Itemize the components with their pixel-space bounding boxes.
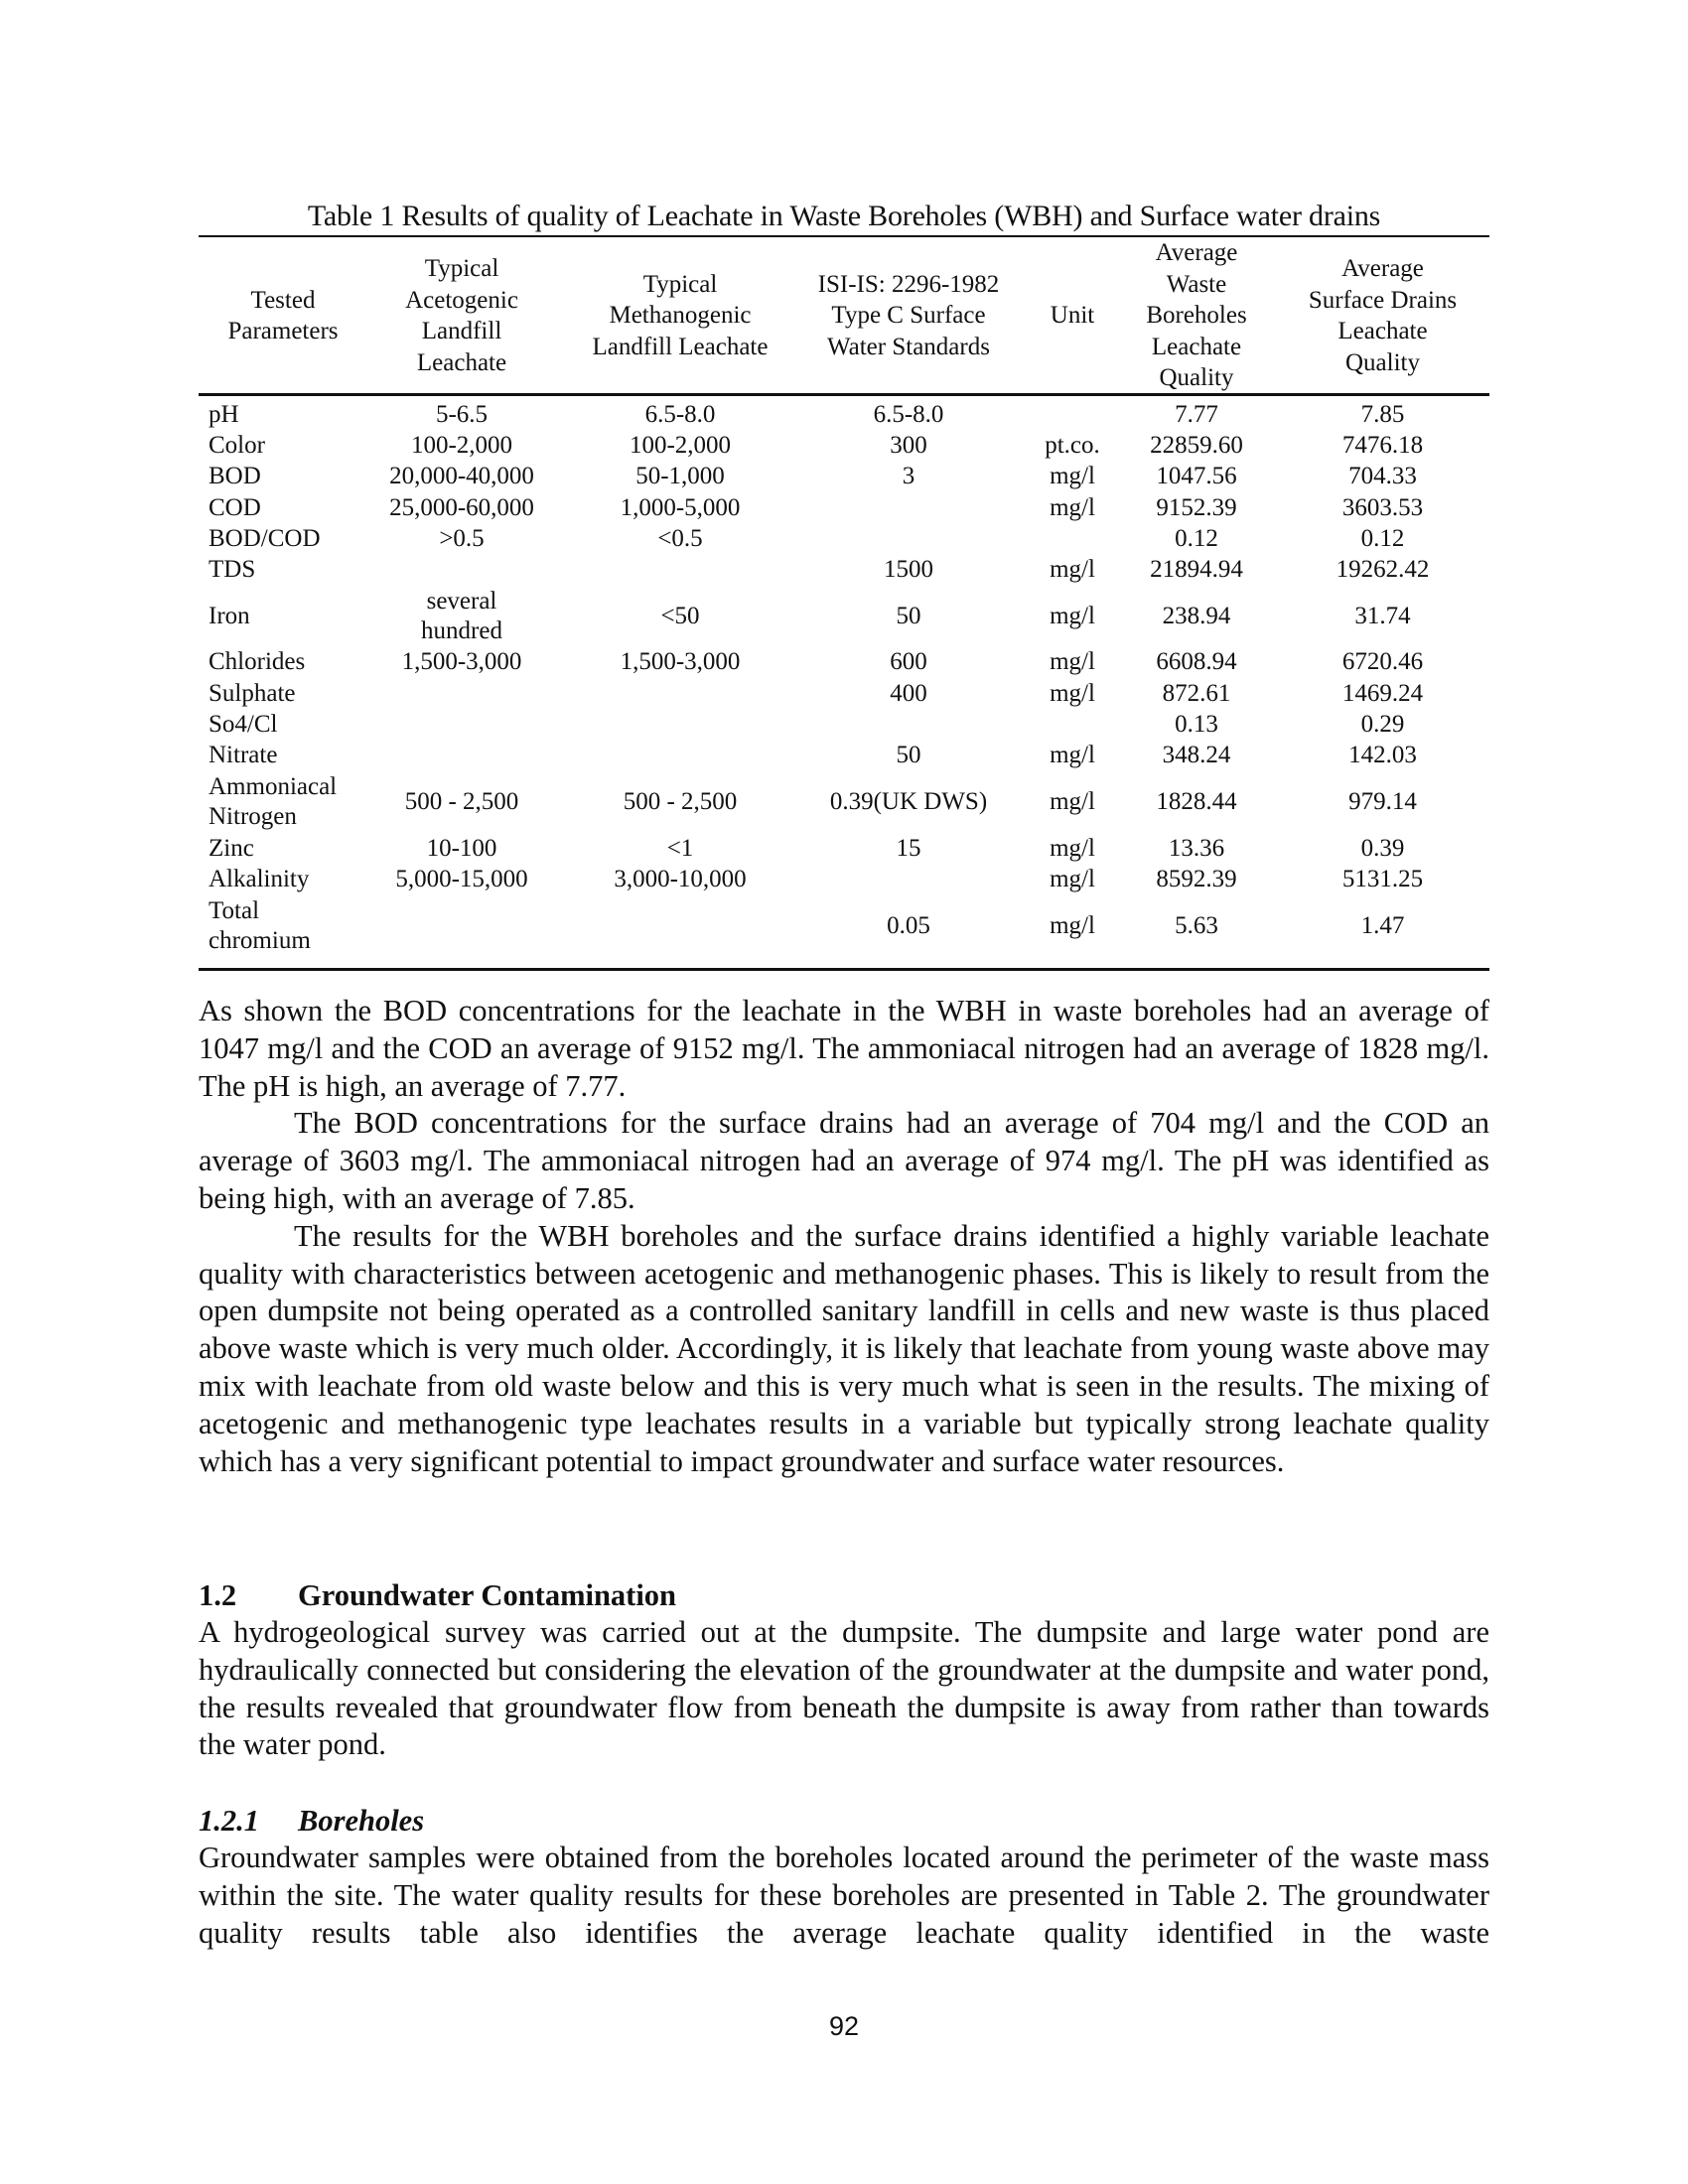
cell-methanogenic: 6.5-8.0 (644, 400, 716, 428)
header-drains-average: Average Surface Drains Leachate Quality (1308, 255, 1458, 376)
cell-standard: 0.05 (887, 911, 930, 939)
cell-methanogenic: 1,000-5,000 (620, 493, 741, 521)
section-title: Groundwater Contamination (298, 1578, 677, 1612)
cell-acetogenic: 5,000-15,000 (395, 865, 528, 892)
cell-param: Chlorides (209, 648, 306, 676)
cell-wbh: 348.24 (1162, 742, 1231, 769)
cell-wbh: 1047.56 (1156, 463, 1237, 490)
cell-acetogenic (352, 895, 571, 957)
cell-standard: 50 (896, 742, 921, 769)
cell-unit: mg/l (1050, 602, 1095, 629)
cell-param: Zinc (209, 834, 254, 862)
paragraph: The results for the WBH boreholes and the surface drains identified a highly variable leachate quality with characteristics between acetogenic and methanogenic phases. This is likely to result from the open dumpsite not being operated as a controlled sanitary landfill in cells and new waste is thus placed above waste which is very much older. Accordingly, it is likely that leachate from young waste above may mix with leachate from old waste below and this is very much what is seen in the results. The mixing of acetogenic and methanogenic type leachates results in a variable but typically strong leachate quality which has a very significant potential to impact groundwater and surface water resources. (199, 1218, 1489, 1478)
cell-methanogenic (566, 709, 794, 740)
cell-param: BOD/COD (209, 524, 321, 552)
table-header-rule (199, 393, 1489, 396)
discussion-text (199, 993, 1489, 1480)
cell-acetogenic: 100-2,000 (410, 431, 513, 459)
cell-acetogenic: 5-6.5 (435, 400, 489, 428)
cell-acetogenic (352, 709, 571, 740)
cell-standard: 300 (890, 431, 927, 459)
cell-wbh: 13.36 (1168, 834, 1225, 862)
paragraph: The BOD concentrations for the surface drains had an average of 704 mg/l and the COD an average of 3603 mg/l. The ammoniacal nitrogen had an average of 974 mg/l. The pH was identified as being high, with an average of 7.85. (199, 1106, 1489, 1215)
cell-methanogenic: 3,000-10,000 (614, 865, 747, 892)
header-standard: ISI-IS: 2296-1982 Type C Surface Water Standards (817, 270, 1000, 360)
table-row (199, 586, 1489, 647)
cell-wbh: 0.13 (1175, 711, 1218, 739)
cell-standard: 1500 (884, 556, 933, 584)
cell-methanogenic: 100-2,000 (629, 431, 732, 459)
cell-param: Alkalinity (209, 865, 310, 892)
cell-unit (1023, 523, 1122, 554)
cell-methanogenic (566, 678, 794, 709)
cell-wbh: 9152.39 (1156, 493, 1237, 521)
cell-unit: mg/l (1050, 787, 1095, 815)
section-1-2-1-text (199, 1840, 1489, 1952)
cell-param: Total chromium (209, 896, 311, 954)
cell-param: Ammoniacal Nitrogen (209, 772, 338, 830)
cell-param: Iron (209, 602, 250, 629)
cell-unit: mg/l (1050, 463, 1095, 490)
cell-drains: 3603.53 (1341, 493, 1424, 521)
cell-methanogenic: <0.5 (657, 524, 703, 552)
cell-acetogenic (352, 554, 571, 585)
table-row (199, 771, 1489, 833)
cell-standard (794, 864, 1023, 894)
header-methanogenic: Typical Methanogenic Landfill Leachate (592, 270, 769, 360)
cell-unit (1023, 399, 1122, 430)
cell-drains: 7476.18 (1341, 431, 1424, 459)
cell-unit (1023, 709, 1122, 740)
paragraph: Groundwater samples were obtained from the boreholes located around the perimeter of the waste mass within the site. The water quality results for these boreholes are presented in Table 2. The groundwater quality results table also identifies the average leachate quality identified in the waste (199, 1841, 1489, 1950)
cell-methanogenic (566, 741, 794, 771)
cell-wbh: 22859.60 (1150, 431, 1243, 459)
cell-acetogenic: 500 - 2,500 (404, 787, 519, 815)
cell-wbh: 6608.94 (1156, 648, 1237, 676)
cell-acetogenic: >0.5 (439, 524, 485, 552)
cell-unit: mg/l (1050, 679, 1095, 707)
cell-drains: 31.74 (1354, 602, 1411, 629)
cell-wbh: 21894.94 (1150, 556, 1243, 584)
cell-acetogenic: 20,000-40,000 (389, 463, 534, 490)
cell-drains: 1469.24 (1341, 679, 1424, 707)
cell-standard: 600 (890, 648, 927, 676)
table-bottom-rule (199, 968, 1489, 971)
cell-drains: 0.12 (1360, 524, 1405, 552)
cell-acetogenic: several hundred (421, 587, 502, 644)
table-row (199, 492, 1489, 523)
cell-drains: 7.85 (1360, 400, 1405, 428)
header-tested-parameters: Tested Parameters (227, 286, 339, 344)
cell-param: So4/Cl (209, 711, 278, 739)
cell-drains: 0.29 (1360, 711, 1405, 739)
cell-drains: 0.39 (1360, 834, 1405, 862)
cell-param: TDS (209, 556, 256, 584)
cell-wbh: 872.61 (1162, 679, 1231, 707)
cell-methanogenic: 500 - 2,500 (623, 787, 738, 815)
cell-methanogenic: <50 (660, 602, 700, 629)
table-top-rule (199, 235, 1489, 237)
section-number: 1.2 (199, 1578, 237, 1612)
cell-wbh: 238.94 (1162, 602, 1231, 629)
cell-standard (794, 492, 1023, 523)
cell-acetogenic (352, 741, 571, 771)
table-row (199, 709, 1489, 740)
cell-acetogenic: 1,500-3,000 (401, 648, 522, 676)
cell-methanogenic: 1,500-3,000 (620, 648, 741, 676)
cell-wbh: 5.63 (1175, 911, 1218, 939)
cell-standard: 400 (890, 679, 927, 707)
cell-methanogenic (566, 895, 794, 957)
cell-param: Color (209, 431, 265, 459)
cell-unit: mg/l (1050, 493, 1095, 521)
section-heading-1-2 (199, 1576, 676, 1614)
table-row (199, 647, 1489, 678)
cell-unit: mg/l (1050, 648, 1095, 676)
cell-acetogenic: 25,000-60,000 (389, 493, 534, 521)
table-header (199, 238, 1489, 393)
cell-wbh: 7.77 (1175, 400, 1218, 428)
table-row (199, 523, 1489, 554)
cell-param: pH (209, 400, 239, 428)
cell-methanogenic (566, 554, 794, 585)
section-1-2-text (199, 1614, 1489, 1764)
cell-drains: 5131.25 (1341, 865, 1424, 892)
cell-wbh: 0.12 (1175, 524, 1218, 552)
header-acetogenic: Typical Acetogenic Landfill Leachate (405, 255, 518, 376)
cell-unit: mg/l (1050, 911, 1095, 939)
cell-standard: 3 (902, 463, 915, 490)
cell-drains: 19262.42 (1336, 556, 1430, 584)
table-row (199, 554, 1489, 585)
section-heading-1-2-1 (199, 1802, 424, 1840)
cell-unit: mg/l (1050, 742, 1095, 769)
table-body (199, 399, 1489, 957)
cell-standard (794, 709, 1023, 740)
cell-param: BOD (209, 463, 261, 490)
cell-standard: 50 (896, 602, 921, 629)
cell-unit: mg/l (1050, 556, 1095, 584)
cell-drains: 1.47 (1360, 911, 1405, 939)
cell-drains: 704.33 (1348, 463, 1417, 490)
paragraph: As shown the BOD concentrations for the leachate in the WBH in waste boreholes had an average of 1047 mg/l and the COD an average of 9152 mg/l. The ammoniacal nitrogen had an average of 1828 mg/l. The pH is high, an average of 7.77. (199, 994, 1489, 1103)
table-caption: Table 1 Results of quality of Leachate in Waste Boreholes (WBH) and Surface water drains (307, 200, 1381, 232)
table-row (199, 399, 1489, 430)
table-row (199, 430, 1489, 461)
table-row (199, 895, 1489, 957)
section-number: 1.2.1 (199, 1804, 259, 1838)
cell-standard (794, 523, 1023, 554)
cell-param: Nitrate (209, 742, 278, 769)
cell-standard: 6.5-8.0 (873, 400, 944, 428)
cell-standard: 0.39(UK DWS) (829, 787, 988, 815)
cell-unit: mg/l (1050, 865, 1095, 892)
cell-drains: 6720.46 (1341, 648, 1424, 676)
table-row (199, 864, 1489, 894)
header-unit: Unit (1050, 302, 1095, 330)
cell-unit: mg/l (1050, 834, 1095, 862)
cell-acetogenic (352, 678, 571, 709)
header-wbh-average: Average Waste Boreholes Leachate Quality (1146, 239, 1247, 392)
cell-acetogenic: 10-100 (426, 834, 497, 862)
page-number: 92 (828, 2011, 860, 2041)
table-row (199, 462, 1489, 492)
table-row (199, 678, 1489, 709)
cell-unit: pt.co. (1045, 431, 1100, 459)
cell-wbh: 8592.39 (1156, 865, 1237, 892)
paragraph: A hydrogeological survey was carried out at the dumpsite. The dumpsite and large water pond are hydraulically connected but considering the elevation of the groundwater at the dumpsite and water pond, the results revealed that groundwater flow from beneath the dumpsite is away from rather than towards the water pond. (199, 1615, 1489, 1762)
table-row (199, 741, 1489, 771)
cell-methanogenic: 50-1,000 (635, 463, 725, 490)
cell-drains: 142.03 (1348, 742, 1417, 769)
cell-methanogenic: <1 (666, 834, 694, 862)
table-row (199, 833, 1489, 864)
cell-drains: 979.14 (1348, 787, 1417, 815)
cell-param: COD (209, 493, 261, 521)
cell-param: Sulphate (209, 679, 296, 707)
cell-standard: 15 (896, 834, 921, 862)
section-title: Boreholes (298, 1804, 425, 1838)
cell-wbh: 1828.44 (1156, 787, 1237, 815)
